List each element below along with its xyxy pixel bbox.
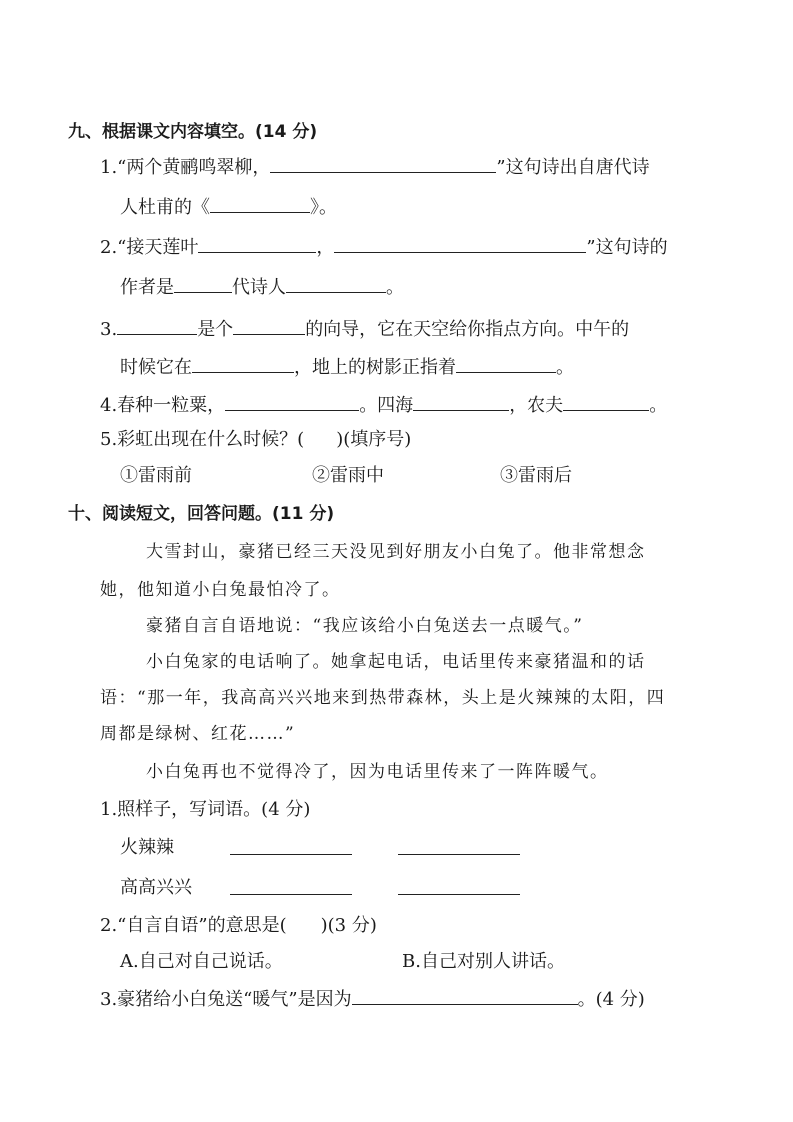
- q10-3-blank[interactable]: [352, 988, 578, 1005]
- q9-3-text-e: ，地上的树影正指着: [294, 357, 456, 378]
- q9-4-text-c: ，农夫: [509, 395, 564, 416]
- q10-1-blank-2[interactable]: [398, 838, 520, 855]
- q9-2-text-a: 2.“接天莲叶: [100, 237, 199, 258]
- q9-1-text-c: 人杜甫的《: [120, 197, 210, 218]
- q10-3-text-a: 3.豪猪给小白兔送“暖气”是因为: [100, 989, 352, 1010]
- q9-2-text-e: 代诗人: [232, 277, 286, 298]
- passage-line-1: 大雪封山，豪猪已经三天没见到好朋友小白兔了。他非常想念: [146, 542, 646, 562]
- q9-5-option-3: ③雷雨后: [500, 465, 572, 486]
- question-9-3-line-1: [100, 318, 629, 342]
- q9-2-blank-1[interactable]: [198, 236, 316, 253]
- q9-3-text-a: 3.: [100, 319, 118, 340]
- question-9-5: [100, 428, 411, 452]
- q9-1-text-d: 》。: [310, 197, 337, 218]
- q9-4-text-b: 。四海: [359, 395, 414, 416]
- q9-5-option-2: ②雷雨中: [312, 465, 384, 486]
- section-9-title: 九、根据课文内容填空。(14 分): [68, 122, 318, 142]
- passage-line-7: 小白兔再也不觉得冷了，因为电话里传来了一阵阵暖气。: [146, 762, 609, 782]
- q9-3-text-f: 。: [556, 357, 574, 378]
- q9-2-blank-4[interactable]: [286, 276, 386, 293]
- question-9-3-line-2: [120, 356, 574, 380]
- q9-1-text-b: ”这句诗出自唐代诗: [496, 157, 650, 178]
- q9-4-blank-1[interactable]: [225, 394, 359, 411]
- q9-3-blank-1[interactable]: [117, 318, 197, 335]
- q9-4-blank-2[interactable]: [413, 394, 509, 411]
- q9-2-blank-3[interactable]: [174, 276, 232, 293]
- q10-1-blank-1[interactable]: [230, 838, 352, 855]
- q9-1-blank-1[interactable]: [270, 156, 496, 173]
- q9-4-text-a: 4.春种一粒粟，: [100, 395, 226, 416]
- question-9-1-line-1: [100, 156, 650, 180]
- q10-3-text-b: 。(4 分): [577, 989, 645, 1010]
- passage-line-6: 周都是绿树、红花……”: [100, 724, 296, 744]
- passage-line-3: 豪猪自言自语地说：“我应该给小白兔送去一点暖气。”: [146, 616, 584, 636]
- q10-2-option-b: B.自己对别人讲话。: [402, 951, 565, 972]
- q9-3-blank-4[interactable]: [456, 356, 556, 373]
- q9-3-blank-2[interactable]: [233, 318, 305, 335]
- q9-2-blank-2[interactable]: [334, 236, 586, 253]
- q9-5-text-b: )(填序号): [336, 429, 412, 450]
- q10-1-blank-3[interactable]: [230, 878, 352, 895]
- q9-1-blank-2[interactable]: [210, 196, 310, 213]
- q10-1-word-2: 高高兴兴: [120, 877, 192, 898]
- question-10-3: [100, 988, 645, 1012]
- question-10-2: [100, 914, 377, 938]
- q9-3-text-b: 是个: [197, 319, 234, 340]
- q9-4-blank-3[interactable]: [563, 394, 649, 411]
- q9-2-text-b: ，: [316, 237, 335, 258]
- q9-2-text-c: ”这句诗的: [586, 237, 668, 258]
- q9-5-option-1: ①雷雨前: [120, 465, 192, 486]
- q9-1-text-a: 1.“两个黄鹂鸣翠柳，: [100, 157, 271, 178]
- q9-5-text-a: 5.彩虹出现在什么时候？(: [100, 429, 305, 450]
- q9-3-text-c: 的向导，它在天空给你指点方向。中午的: [305, 319, 630, 340]
- question-9-2-line-1: [100, 236, 668, 260]
- q10-1-blank-4[interactable]: [398, 878, 520, 895]
- q9-3-text-d: 时候它在: [120, 357, 192, 378]
- q10-1-word-1: 火辣辣: [120, 837, 174, 858]
- q10-2-text-b: )(3 分): [320, 915, 377, 936]
- q9-2-text-d: 作者是: [120, 277, 174, 298]
- section-10-title: 十、阅读短文，回答问题。(11 分): [68, 504, 335, 524]
- question-9-4: [100, 394, 667, 418]
- passage-line-5: 语：“那一年，我高高兴兴地来到热带森林，头上是火辣辣的太阳，四: [100, 688, 666, 708]
- passage-line-2: 她，他知道小白兔最怕冷了。: [100, 580, 341, 600]
- question-9-2-line-2: [120, 276, 404, 300]
- q9-4-text-d: 。: [649, 395, 668, 416]
- q9-2-text-f: 。: [386, 277, 404, 298]
- q10-2-option-a: A.自己对自己说话。: [120, 951, 283, 972]
- q9-3-blank-3[interactable]: [192, 356, 294, 373]
- passage-line-4: 小白兔家的电话响了。她拿起电话，电话里传来豪猪温和的话: [146, 652, 646, 672]
- q10-1-title: 1.照样子，写词语。(4 分): [100, 799, 311, 820]
- question-9-1-line-2: [120, 196, 337, 220]
- q10-2-text-a: 2.“自言自语”的意思是(: [100, 915, 287, 936]
